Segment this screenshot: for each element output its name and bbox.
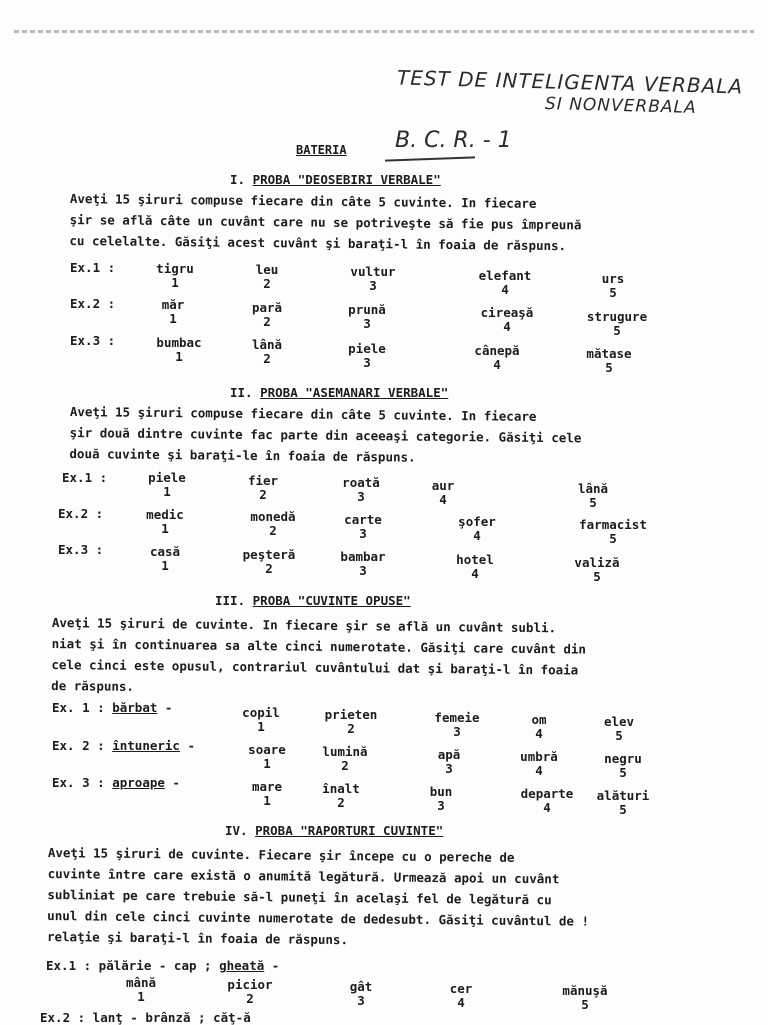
battery-label: BATERIA (296, 143, 347, 157)
instruction-line: relaţie şi baraţi-l în foaia de răspuns. (46, 928, 349, 948)
example-label: Ex.3 : (58, 542, 104, 557)
option-word: fier 2 (247, 473, 279, 502)
section-number: III. (215, 593, 246, 608)
section-heading (225, 823, 443, 838)
option-word: umbră 4 (520, 749, 558, 778)
option-word: urs 5 (601, 271, 625, 300)
target-word: gheată (219, 958, 265, 973)
target-word: bărbat (112, 700, 158, 715)
instruction-line: de răspuns. (51, 677, 135, 694)
option-word: înalt 2 (322, 781, 360, 810)
option-word: carte 3 (344, 512, 382, 541)
option-word: copil 1 (242, 705, 280, 734)
option-word: pară 2 (251, 300, 283, 329)
instruction-line: şir se află câte un cuvânt care nu se potriveşte să fie pus împreună (69, 211, 582, 233)
option-word: prună 3 (348, 302, 386, 331)
handwritten-title-line1: TEST DE INTELIGENTA VERBALA (396, 65, 744, 99)
section-heading (230, 385, 448, 400)
option-word: aur 4 (431, 478, 455, 507)
option-word: vultur 3 (350, 264, 396, 293)
scan-edge-line (14, 30, 754, 33)
example-label: Ex.1 : pălărie - cap ; gheată - (46, 958, 280, 973)
option-word: mănuşă 5 (562, 983, 608, 1012)
section-instructions (51, 612, 692, 703)
target-word: întuneric (112, 738, 180, 753)
option-word: monedă 2 (250, 509, 296, 538)
example-label: Ex. 1 : bărbat - (52, 700, 173, 715)
option-word: lumină 2 (322, 744, 368, 773)
option-word: apă 3 (437, 747, 461, 776)
option-word: negru 5 (604, 751, 642, 780)
section-title: PROBA "ASEMANARI VERBALE" (260, 385, 449, 400)
section-title: PROBA "DEOSEBIRI VERBALE" (252, 172, 441, 187)
instruction-line: unul din cele cinci cuvinte numerotate de dedesubt. Găsiţi cuvântul de ! (47, 907, 590, 929)
option-word: om 4 (531, 712, 547, 741)
option-word: elefant 4 (478, 268, 532, 297)
example-label: Ex.1 : (62, 470, 108, 485)
option-word: soare 1 (248, 742, 286, 771)
instruction-line: două cuvinte şi baraţi-le în foaia de răspuns. (69, 445, 416, 465)
example-label: Ex. 3 : aproape - (52, 775, 180, 790)
option-word: piele 3 (348, 341, 386, 370)
option-word: roată 3 (342, 475, 380, 504)
option-word: lână 2 (251, 337, 283, 366)
option-word: bun 3 (429, 784, 453, 813)
option-word: mare 1 (251, 779, 283, 808)
example-label: Ex.3 : (70, 333, 116, 348)
instruction-line: cu celelalte. Găsiţi acest cuvânt şi baraţi-l în foaia de răspuns. (69, 232, 567, 254)
section-number: II. (230, 385, 253, 400)
option-word: casă 1 (149, 544, 181, 573)
option-word: peşteră 2 (242, 547, 296, 576)
option-word: picior 2 (227, 977, 273, 1006)
target-word: aproape (112, 775, 165, 790)
section-instructions (47, 842, 688, 954)
option-word: elev 5 (603, 714, 635, 743)
option-word: femeie 3 (434, 710, 480, 739)
option-word: strugure 5 (586, 309, 648, 338)
instruction-line: Aveţi 15 şiruri de cuvinte. Fiecare şir începe cu o pereche de (47, 844, 515, 865)
instruction-line: Aveţi 15 şiruri de cuvinte. In fiecare şir se află un cuvânt subli. (51, 614, 557, 636)
option-word: prieten 2 (324, 707, 378, 736)
option-word: cer 4 (449, 981, 473, 1010)
example-label: Ex.1 : (70, 260, 116, 275)
option-word: lână 5 (577, 481, 609, 510)
example-label: Ex.2 : (58, 506, 104, 521)
example-label: Ex.2 : (70, 296, 116, 311)
section-title: PROBA "RAPORTURI CUVINTE" (255, 823, 444, 838)
instruction-line: cele cinci este opusul, contrariul cuvântului dat şi baraţi-l în foaia (51, 656, 579, 678)
option-word: mătase 5 (586, 346, 632, 375)
option-word: alături 5 (596, 788, 650, 817)
option-word: mână 1 (125, 975, 157, 1004)
section-title: PROBA "CUVINTE OPUSE" (252, 593, 411, 608)
option-word: gât 3 (349, 979, 373, 1008)
section-number: I. (230, 172, 246, 187)
battery-underline (385, 156, 475, 161)
option-word: bumbac 1 (156, 335, 202, 364)
section-heading (230, 172, 441, 187)
battery-code-handwritten: B. C. R. - 1 (395, 128, 512, 153)
option-word: medic 1 (146, 507, 184, 536)
instruction-line: subliniat pe care trebuie să-l puneţi în acelaşi fel de legătură cu (47, 886, 552, 908)
option-word: bambar 3 (340, 549, 386, 578)
handwritten-title-line2: SI NONVERBALA (544, 94, 697, 118)
instruction-line: Aveţi 15 şiruri compuse fiecare din câte 5 cuvinte. In fiecare (69, 403, 537, 424)
option-word: piele 1 (148, 470, 186, 499)
instruction-line: cuvinte între care există o anumită legătură. Urmează apoi un cuvânt (47, 865, 560, 887)
section-number: IV. (225, 823, 248, 838)
section-heading (215, 593, 411, 608)
option-word: hotel 4 (456, 552, 494, 581)
example-label: Ex. 2 : întuneric - (52, 738, 196, 753)
option-word: tigru 1 (156, 261, 194, 290)
option-word: departe 4 (520, 786, 574, 815)
instruction-line: Aveţi 15 şiruri compuse fiecare din câte 5 cuvinte. In fiecare (69, 190, 537, 211)
option-word: cânepă 4 (474, 343, 520, 372)
example-label: Ex.2 : lanţ - brânză ; căţ-ă (40, 1010, 251, 1025)
option-word: valiză 5 (574, 555, 620, 584)
option-word: farmacist 5 (579, 517, 647, 546)
option-word: leu 2 (255, 262, 279, 291)
option-word: măr 1 (161, 297, 185, 326)
section-instructions (69, 401, 710, 471)
option-word: cireaşă 4 (480, 305, 534, 334)
instruction-line: niat şi în continuarea sa alte cinci numerotate. Găsiţi care cuvânt din (51, 635, 587, 657)
instruction-line: şir două dintre cuvinte fac parte din aceeaşi categorie. Găsiţi cele (69, 424, 582, 446)
section-instructions (69, 188, 710, 258)
option-word: şofer 4 (458, 514, 496, 543)
